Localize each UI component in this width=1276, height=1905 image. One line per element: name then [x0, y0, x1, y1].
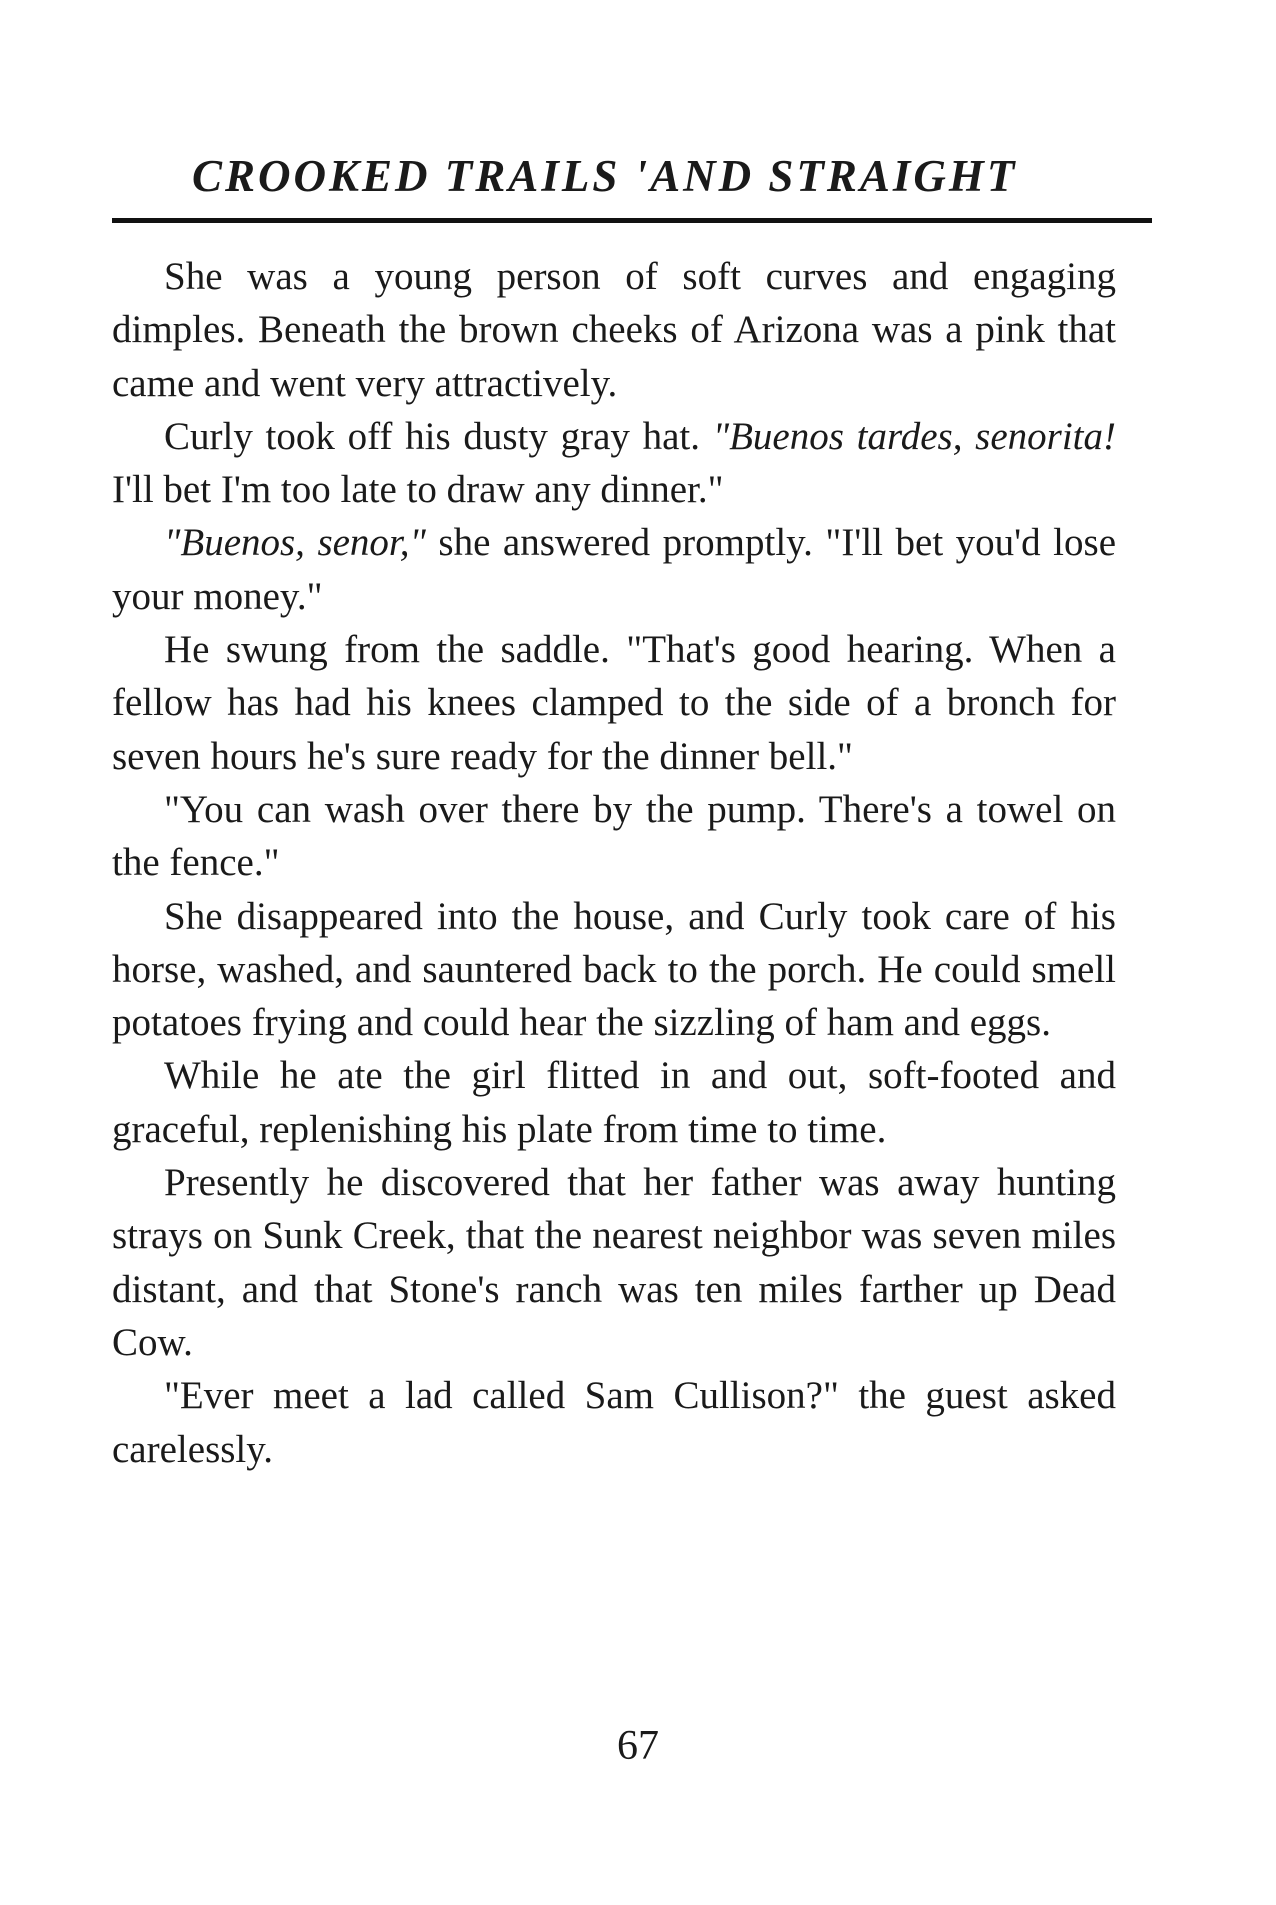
paragraph: While he ate the girl flitted in and out, soft-footed and graceful, replenishing his plate from time to time.	[112, 1054, 1116, 1151]
page-number: 67	[617, 1723, 659, 1769]
paragraph	[112, 410, 1116, 517]
paragraph-text: she answered promptly. "I'll bet you'd lose your money."	[112, 521, 1117, 618]
paragraph: Presently he discovered that her father was away hunting strays on Sunk Creek, that the nearest neighbor was seven miles distant, and that Stone's ranch was ten miles farther up Dead Cow.	[112, 1161, 1116, 1364]
paragraph: She disappeared into the house, and Curly took care of his horse, washed, and sauntered back to the porch. He could smell potatoes frying and could hear the sizzling of ham and eggs.	[112, 894, 1116, 1045]
paragraph: "Ever meet a lad called Sam Cullison?" the guest asked carelessly.	[112, 1374, 1116, 1471]
paragraph	[112, 516, 1116, 623]
running-title: CROOKED TRAILS 'AND STRAIGHT	[192, 151, 1018, 201]
paragraph: He swung from the saddle. "That's good hearing. When a fellow has had his knees clamped to the side of a bronch for seven hours he's sure ready for the dinner bell."	[112, 628, 1116, 778]
paragraph: "You can wash over there by the pump. There's a towel on the fence."	[112, 787, 1116, 885]
paragraph-text: Curly took off his dusty gray hat.	[164, 414, 713, 458]
spanish-greeting: "Buenos tardes, senorita!	[712, 414, 1116, 458]
paragraph-text: I'll bet I'm too late to draw any dinner."	[112, 468, 724, 512]
spanish-reply: "Buenos, senor,"	[164, 521, 426, 565]
header-rule	[112, 218, 1152, 223]
paragraph: She was a young person of soft curves and engaging dimples. Beneath the brown cheeks of Arizona was a pink that came and went very attractively.	[112, 255, 1116, 405]
body-text	[112, 250, 1116, 1476]
